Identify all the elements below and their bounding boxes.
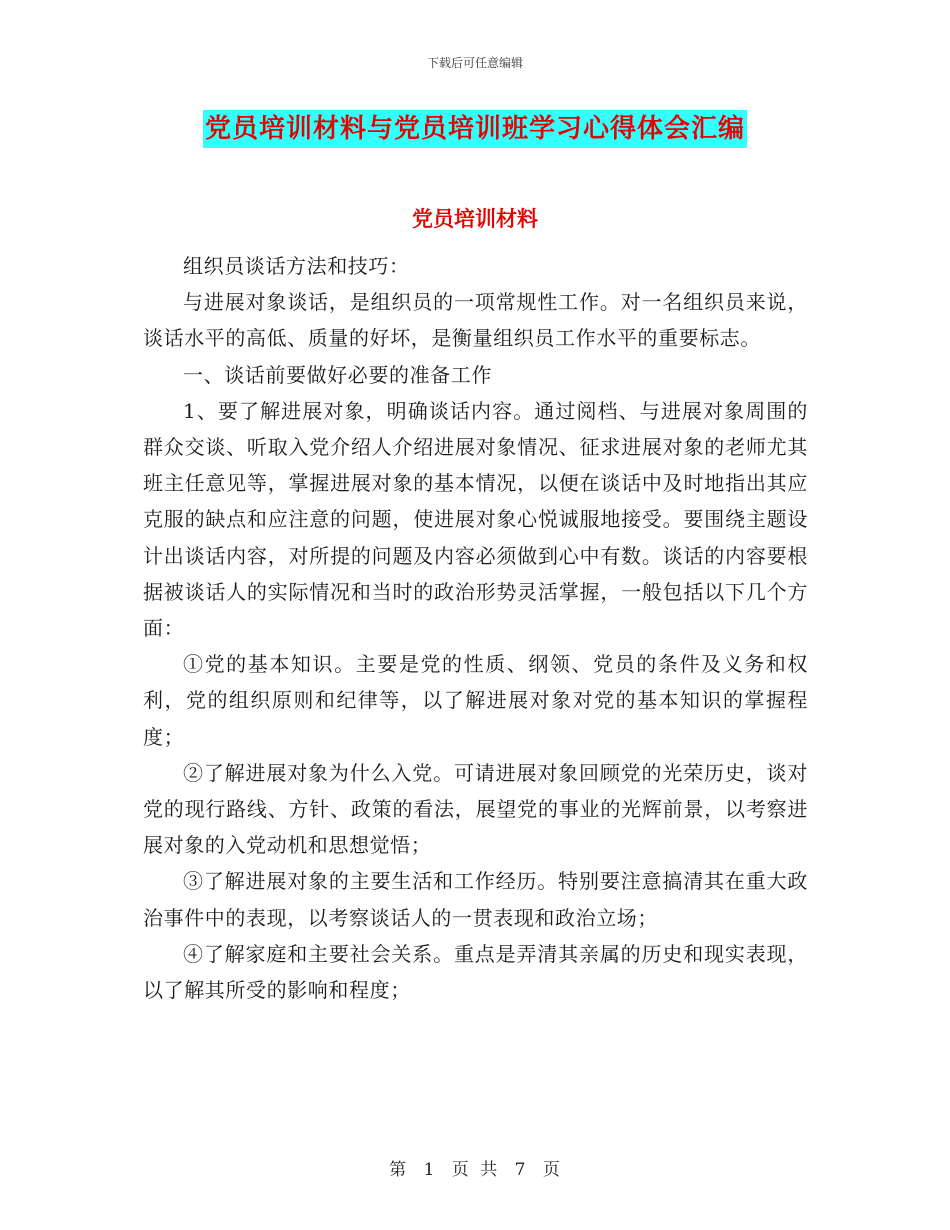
paragraph: 一、谈话前要做好必要的准备工作	[183, 362, 492, 387]
paragraph: ①党的基本知识。主要是党的性质、纲领、党员的条件及义务和权利，党的组织原则和纪律等，以了解进展对象对党的基本知识的掌握程度；	[143, 652, 808, 749]
paragraph: ③了解进展对象的主要生活和工作经历。特别要注意搞清其在重大政治事件中的表现，以考察谈话人的一贯表现和政治立场；	[143, 869, 808, 930]
paragraph: ②了解进展对象为什么入党。可请进展对象回顾党的光荣历史，谈对党的现行路线、方针、政策的看法，展望党的事业的光辉前景，以考察进展对象的入党动机和思想觉悟；	[143, 760, 808, 858]
main-title	[0, 110, 950, 148]
paragraph: 1、要了解进展对象，明确谈话内容。通过阅档、与进展对象周围的群众交谈、听取入党介绍人介绍进展对象情况、征求进展对象的老师尤其班主任意见等，掌握进展对象的基本情况，以便在谈话中及时地指出其应克服的缺点和应注意的问题，使进展对象心悦诚服地接受。要围绕主题设计出谈话内容，对所提的问题及内容必须做到心中有数。谈话的内容要根据被谈话人的实际情况和当时的政治形势灵活掌握，一般包括以下几个方面：	[143, 398, 808, 641]
section-title: 党员培训材料	[412, 207, 538, 231]
paragraph: 组织员谈话方法和技巧：	[183, 254, 410, 278]
main-title-text: 党员培训材料与党员培训班学习心得体会汇编	[203, 110, 747, 148]
paragraph: ④了解家庭和主要社会关系。重点是弄清其亲属的历史和现实表现，以了解其所受的影响和程度；	[143, 941, 808, 1003]
page-mid: 页	[451, 1160, 470, 1180]
page-suffix: 页	[542, 1160, 561, 1180]
paragraph: 与进展对象谈话，是组织员的一项常规性工作。对一名组织员来说，谈话水平的高低、质量的好坏，是衡量组织员工作水平的重要标志。	[143, 290, 808, 351]
page-total: 7	[514, 1160, 527, 1180]
page-current: 1	[423, 1160, 436, 1180]
page-prefix: 第	[389, 1160, 408, 1180]
header-note: 下载后可任意编辑	[426, 56, 523, 70]
page-number	[0, 1155, 950, 1180]
page-total-prefix: 共	[480, 1160, 499, 1180]
body-text	[143, 248, 808, 1008]
